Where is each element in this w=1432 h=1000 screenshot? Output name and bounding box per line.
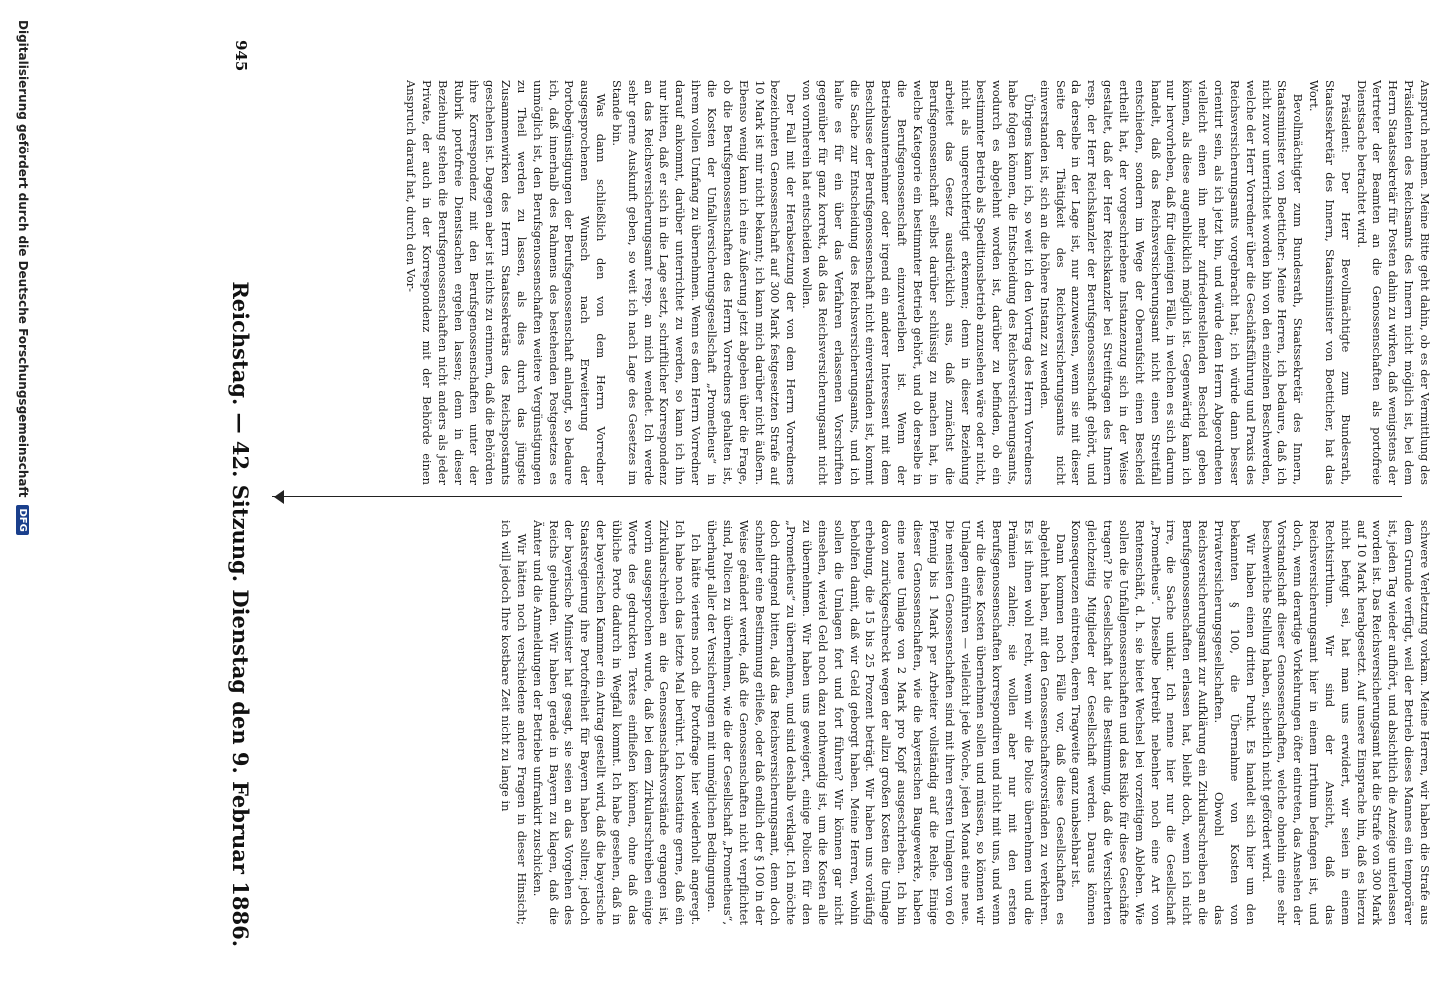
text-column-left	[272, 80, 1432, 485]
paragraph: Wir hätten noch verschiedene andere Fragen in dieser Hinsicht; ich will jedoch Ihre kostbare Zeit nicht zu lange in	[499, 520, 529, 925]
column-divider	[272, 496, 1402, 497]
paragraph: Dann kommen noch Fälle vor, daß diese Gesellschaften es abgelehnt haben, mit den Genossenschaftsvorständen zu verkehren. Es ist ihnen wohl recht, wenn wir die Police übernehmen und die Prämien zahlen; sie wollen aber nur mit den ersten Berufsgenossenschaften korrespondiren und nicht mit uns, und wenn wir die diese Kosten übernehmen sollen und müssen, so können wir Umlagen einführen — vielleicht jede Woche, jeden Monat eine neue. Die meisten Genossenschaften sind mit ihren ersten Umlagen von 60 Pfennig bis 1 Mark per Arbeiter vollständig auf die Reihe. Einige dieser Genossenschaften, wie die bayerischen Baugewerke, haben eine neue Umlage von 2 Mark pro Kopf ausgeschrieben. Ich bin davon zurückgeschreckt wegen der allzu großen Kosten die Umlage erhebung, die 15 bis 25 Prozent beträgt. Wir haben uns vorläufig beholfen damit, daß wir Geld geborgt haben. Meine Herren, wohin sollen die Umlagen fort und fort führen? Wir können gar nicht einsehen, wieviel Geld noch dazu nothwendig ist, um die Kosten alle zu übernehmen. Wir haben uns geweigert, einige Policen für den „Prometheus“ zu übernehmen, und sind deshalb verklagt. Ich möchte doch dringend bitten, daß das Reichsversicherungsamt, denn doch schneller eine Bestimmung erließe, oder daß endlich der § 100 in der Weise geändert werde, daß die Genossenschaften nicht verpflichtet sind, Policen zu übernehmen, wie die der Gesellschaft „Prometheus“, überhaupt aller der Versicherungen mit unmöglichen Bedingungen.	[705, 520, 1068, 925]
footer-credit-text: Digitalisierung gefördert durch die Deutsche Forschungsgemeinschaft	[16, 20, 30, 498]
page-number: 945	[232, 40, 250, 72]
text-column-right	[272, 520, 1432, 925]
digitization-footer	[12, 20, 34, 980]
paragraph: Bevollmächtigter zum Bundesrath, Staatssekretär des Innern, Staatsminister von Boetticher: Meine Herren, ich bedaure, daß ich nicht zuvor unterrichtet worden bin von den einzelnen Beschwerden, welche der Herr Vorredner über die Geschäftsführung und Praxis des Reichsversicherungsamts vorgebracht hat; ich würde dann besser orientirt sein, als ich jetzt bin, und würde dem Herrn Abgeordneten vielleicht einen ihn mehr zufriedenstellenden Bescheid geben können, als diese augenblicklich möglich ist. Gegenwärtig kann ich nur hervorheben, daß für diejenigen Fälle, in welchen es sich darum handelt, daß das Reichsversicherungsamt nicht einen Streitfall entschieden, sondern im Wege der Oberaufsicht einen Bescheid ertheilt hat, der vorgeschriebene Instanzenzug sich in der Weise gestaltet, daß der Herr Reichskanzler bei Streitfragen des Innern resp. der Herr Reichskanzler der Berufsgenossenschaft gehört, und da derselbe in der Lage ist, nur anzuweisen, wenn sie mit dieser Seite der Thätigkeit des Reichsversicherungsamts nicht einverstanden ist, sich an die höhere Instanz zu wenden.	[1037, 80, 1306, 485]
dfg-logo: DFG	[17, 505, 30, 534]
paragraph: Was dann schließlich den von dem Herrn Vorredner ausgesprochenen Wunsch nach Erweiterung der Portobegünstigungen der Berufsgenossenschaft anlangt, so bedaure ich, daß innerhalb des Rahmens des bestehenden Postgesetzes es unmöglich ist, den Berufsgenossenschaften weitere Vergünstigungen zu Theil werden zu lassen, als dies durch das jüngste Zusammenwirken des Herrn Staatssekretärs des Reichspostamts geschehen ist. Dagegen aber ist nichts zu erinnern, daß die Behörden ihre Korrespondenz mit den Berufsgenossenschaften unter der Rubrik portofreie Dienstsachen ergehen lassen; denn in dieser Beziehung stehen die Berufsgenossenschaften nicht anders als jeder Private, der auch in der Korrespondenz mit der Behörde einen Anspruch darauf hat, durch den Vor-	[404, 80, 609, 485]
paragraph: Übrigens kann ich, so weit ich den Vortrag des Herrn Vorredners habe folgen können, die Entscheidung des Reichsversicherungsamts, wodurch es abgelehnt worden ist, darüber zu befinden, ob ein bestimmter Betrieb als Speditionsbetrieb anzusehen wäre oder nicht, nicht als ungerechtfertigt erkennen; denn in dieser Beziehung arbeitet das Gesetz ausdrücklich aus, daß zunächst die Berufsgenossenschaft selbst darüber schlüssig zu machen hat, in welche Kategorie ein bestimmter Betrieb gehört, und ob derselbe in die Berufsgenossenschaft einzuverleiben ist. Wenn der Betriebsunternehmer oder irgend ein anderer Interessent mit dem Beschlusse der Berufsgenossenschaft nicht einverstanden ist, kommt die Sache zur Entscheidung des Reichsversicherungsamts, und ich halte es für ein über das Verfahren erlassenen Vorschriften gegenüber für ganz korrekt, daß das Reichsversicherungsamt nicht von vornherein hat entscheiden wollen.	[800, 80, 1036, 485]
paragraph: schwere Verletzung vorkam. Meine Herren, wir haben die Strafe aus dem Grunde verfügt, weil der Betrieb dieses Mannes ein temporärer ist, jeden Tag wieder aufhört, und absichtlich die Anzeige unterlassen worden ist. Das Reichsversicherungsamt hat die Strafe von 300 Mark auf 10 Mark herabgesetzt. Auf unsere Einsprache hin, daß es hierzu nicht befugt sei, hat man uns erwidert, wir seien in einem Rechtsirrthum. Wir sind der Ansicht, daß das Reichsversicherungsamt hier in einem Irrthum befangen ist, und doch, wenn derartige Vorkehrungen öfter eintreten, das Ansehen der Vorstandschaft dieser Genossenschaften, welche obnehin eine sehr beschwerliche Stellung haben, sicherlich nicht gefördert wird.	[1259, 520, 1432, 925]
divider-arrow-mark	[274, 490, 284, 504]
paragraph: Anspruch nehmen. Meine Bitte geht dahin, ob es der Vermittlung des Präsidenten des Reichsamts des Innern nicht möglich ist, bei dem Herrn Staatssekretär für Posten dahin zu wirken, daß wenigstens der Vertreter der Beamten an die Genossenschaften als portofreie Dienstsache betrachtet wird.	[1354, 80, 1432, 485]
paragraph: Ich hätte viertens noch die Portofrage hier wiederholt angeregt. Ich habe noch das letzte Mal berührt. Ich konstatire gerne, daß ein Zirkularschreiben an die Genossenschaftsvorstände ergangen ist, worin ausgesprochen wurde, daß bei dem Zirkularschreiben einige Worte des gedruckten Textes einfließen können, ohne daß das übliche Porto dadurch in Wegfall kommt. Ich habe gesehen, daß in der bayerischen Kammer ein Antrag gestellt wird, daß die bayerische Staatsregierung ihre Portofreiheit für Bayern haben sollten; jedoch der bayerische Minister hat gesagt, sie seien an das Vorgehen des Reichs gebunden. Wir haben gerade in Bayern zu klagen, daß die Ämter und die Anmeldungen der Betriebe unfrankirt zuschicken.	[530, 520, 704, 925]
page-header	[225, 40, 257, 960]
paragraph: Präsident: Der Herr Bevollmächtigte zum Bundesrath, Staatssekretär des Innern, Staatsminister von Boetticher, hat das Wort.	[1307, 80, 1353, 485]
page-title: Reichstag. — 42. Sitzung. Dienstag den 9. Februar 1886.	[228, 281, 254, 948]
paragraph: Wir haben einen dritten Punkt. Es handelt sich hier um den bekannten § 100, die Übernahme von Kosten von Privatversicherungsgesellschaften. Obwohl das Reichsversicherungsamt zur Aufklärung ein Zirkularschreiben an die Berufsgenossenschaften erlassen hat, bleibt doch, wenn ich nicht irre, die Sache unklar. Ich nenne hier nur die Gesellschaft „Prometheus“. Dieselbe betreibt nebenher noch eine Art von Rentenschäft, d. h. sie bietet Wechsel bei vorzeitigem Ableben. Wie sollen die Unfallgenossenschaften und das Risiko für diese Geschäfte tragen? Die Gesellschaft hat die Bestimmung, daß die Versicherten gleichzeitig Mitglieder der Gesellschaft werden. Daraus können Konsequenzen eintreten, deren Tragweite ganz unabsehbar ist.	[1069, 520, 1258, 925]
paragraph: Der Fall mit der Herabsetzung der von dem Herrn Vorredners bezeichneten Genossenschaft auf 300 Mark festgesetzten Strafe auf 10 Mark ist mir nicht bekannt; ich kann mich darüber nicht äußern. Ebenso wenig kann ich eine Äußerung jetzt abgeben über die Frage, ob die Berufsgenossenschaften des Herrn Vorredners gehalten ist, die Kosten der Unfallversicherungsgesellschaft „Prometheus“ in ihrem vollen Umfang zu übernehmen. Wenn es dem Herrn Vorredner darauf ankommt, darüber unterrichtet zu werden, so kann ich ihn nur bitten, daß er sich in die Lage setzt, schriftlicher Korrespondenz an das Reichsversicherungsamt resp. an mich wendet. Ich werde sehr gerne Auskunft geben, so weit ich nach Lage des Gesetzes im Stande bin.	[609, 80, 799, 485]
